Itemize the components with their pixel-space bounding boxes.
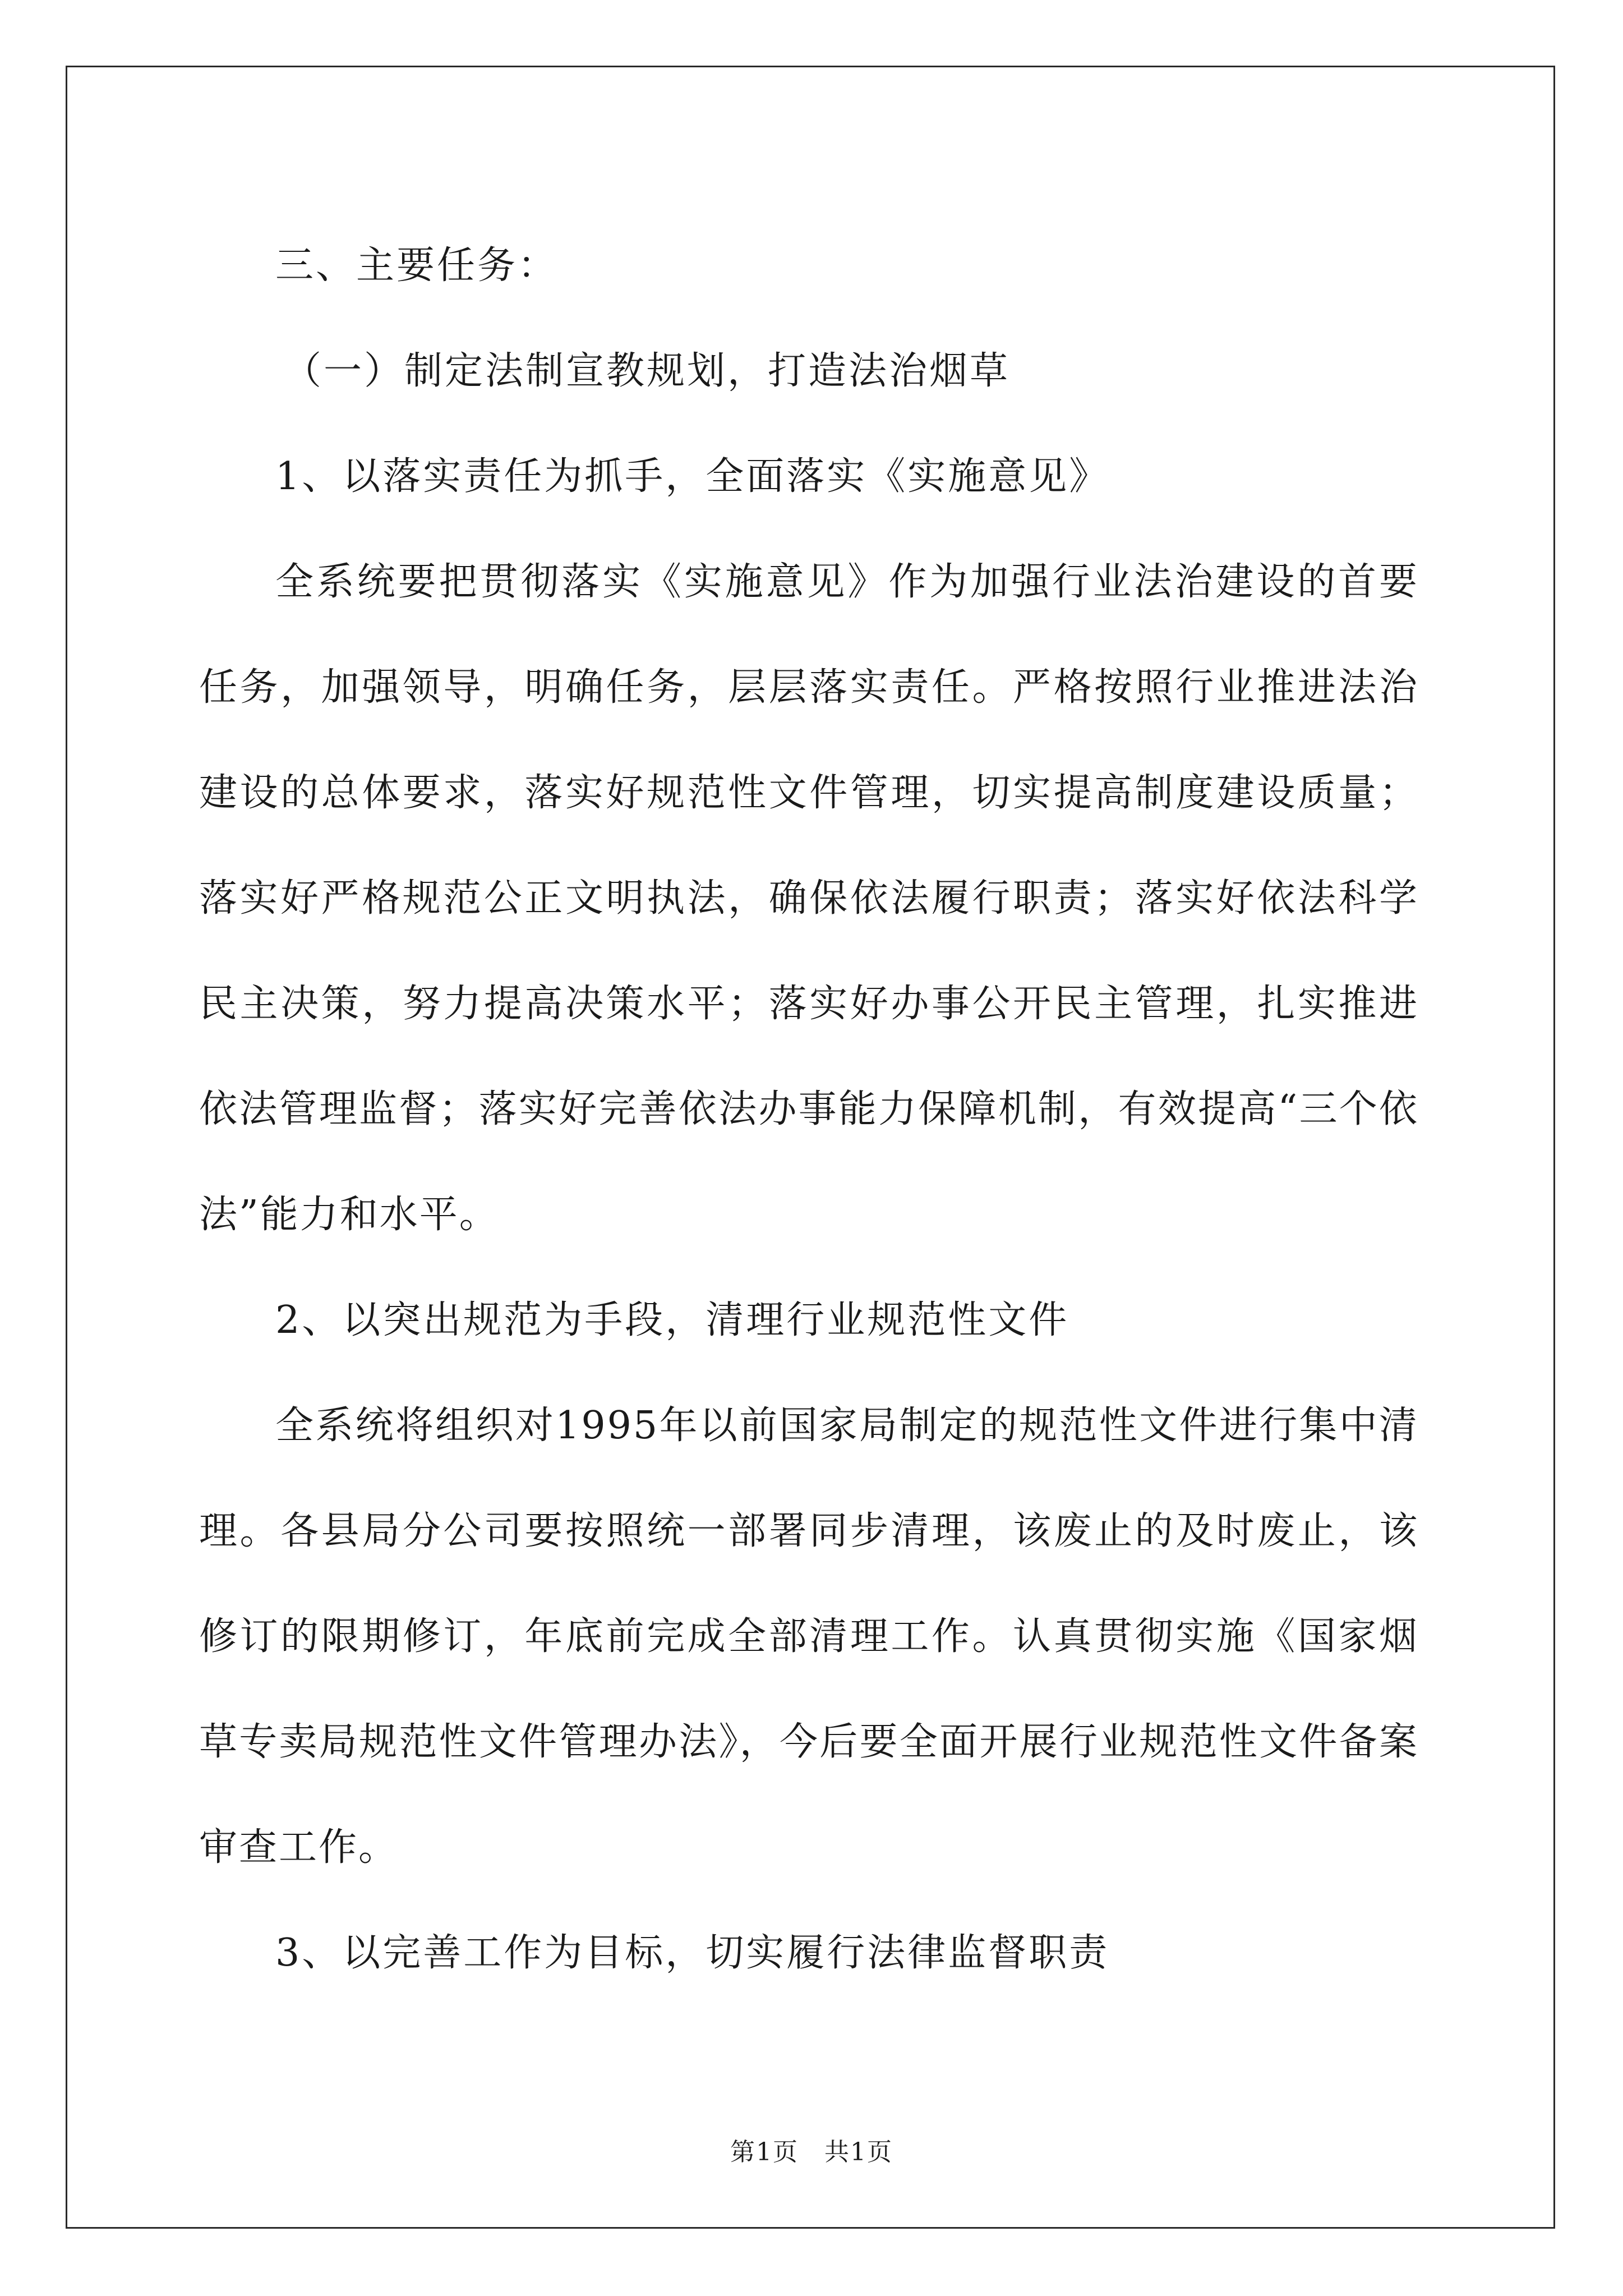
item-3-title: 3、以完善工作为目标，切实履行法律监督职责 xyxy=(275,1931,1110,1975)
page-number: 第1页 共1页 xyxy=(730,2138,893,2166)
item-2-title: 2、以突出规范为手段，清理行业规范性文件 xyxy=(275,1298,1069,1342)
subsection-heading: （一）制定法制宣教规划，打造法治烟草 xyxy=(283,349,1011,393)
section-heading: 三、主要任务： xyxy=(275,243,559,288)
document-body xyxy=(199,213,1419,2006)
item-2-body: 全系统将组织对1995年以前国家局制定的规范性文件进行集中清理。各县局分公司要按照统一部署同步清理，该废止的及时废止，该修订的限期修订，年底前完成全部清理工作。认真贯彻实施《国家烟草专卖局规范性文件管理办法》，今后要全面开展行业规范性文件备案审查工作。 xyxy=(199,1404,1419,1870)
item-1-title: 1、以落实责任为抓手，全面落实《实施意见》 xyxy=(275,454,1110,499)
item-1-body: 全系统要把贯彻落实《实施意见》作为加强行业法治建设的首要任务，加强领导，明确任务，层层落实责任。严格按照行业推进法治建设的总体要求，落实好规范性文件管理，切实提高制度建设质量；落实好严格规范公正文明执法，确保依法履行职责；落实好依法科学民主决策，努力提高决策水平；落实好办事公开民主管理，扎实推进依法管理监督；落实好完善依法办事能力保障机制，有效提高“三个依法”能力和水平。 xyxy=(199,560,1419,1237)
